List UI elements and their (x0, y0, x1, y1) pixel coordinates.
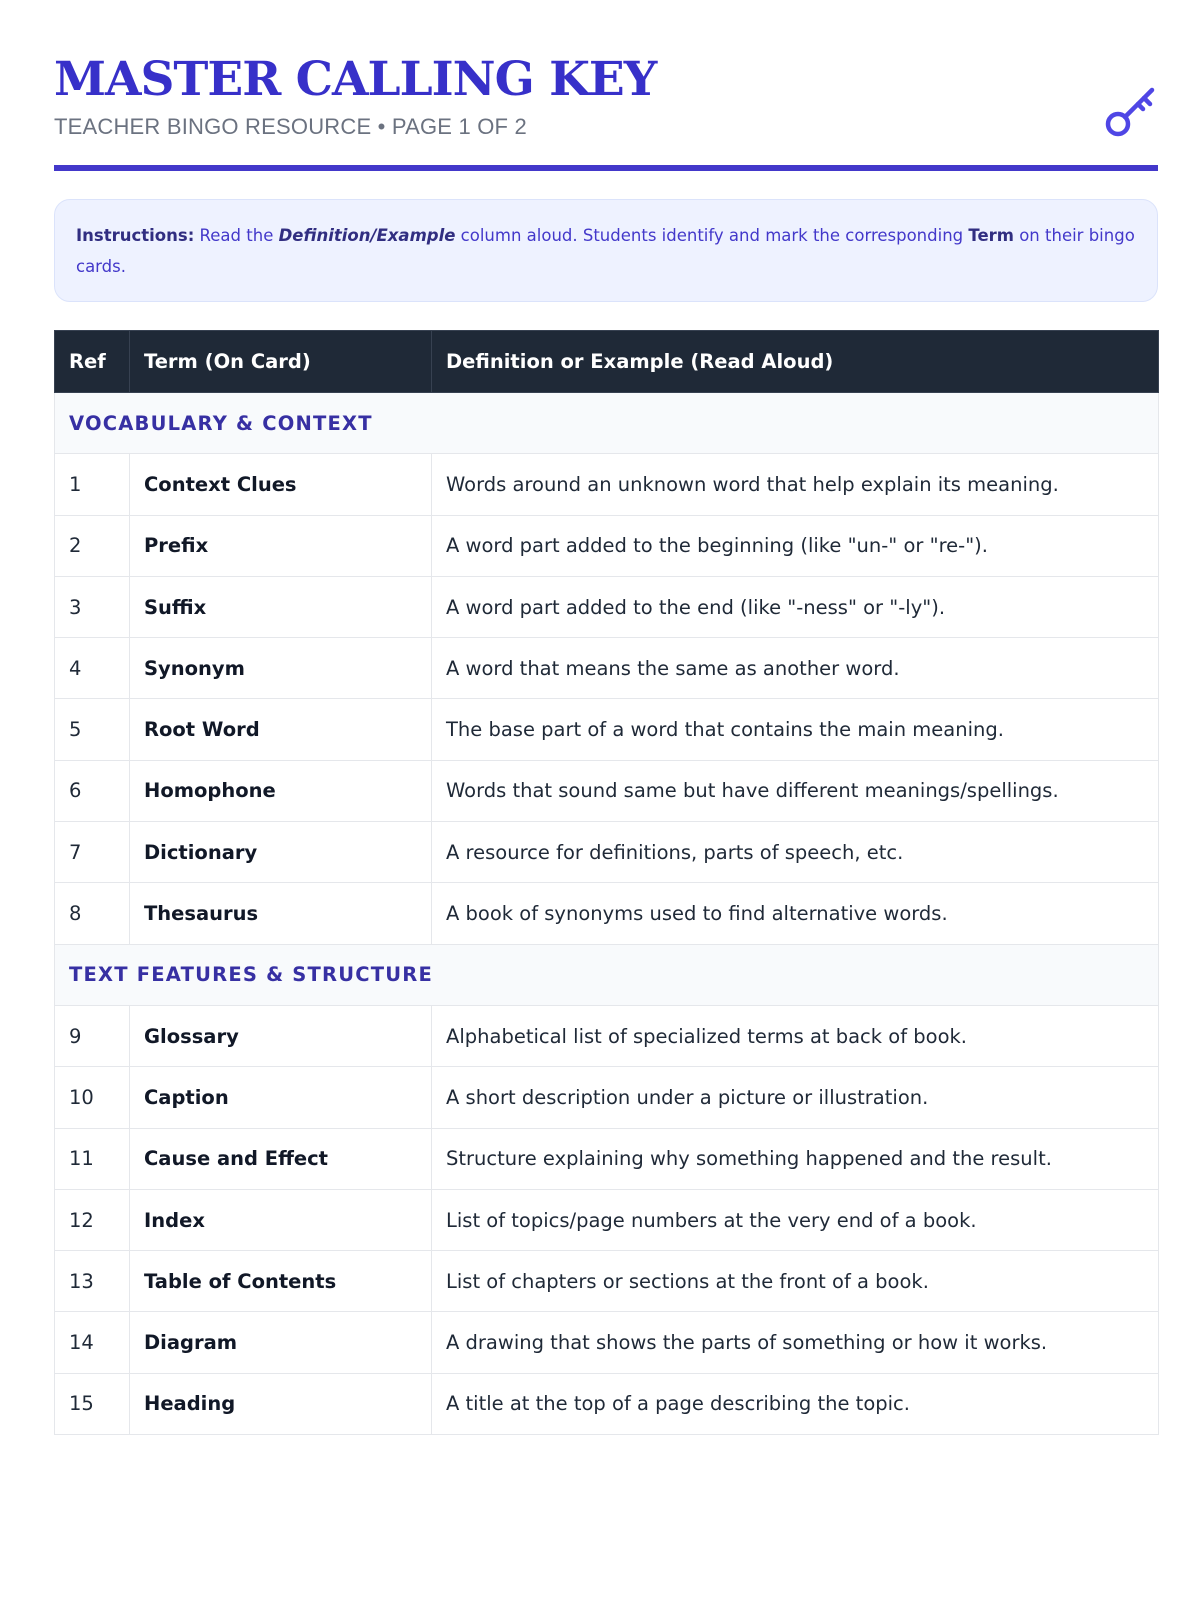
page-subtitle: TEACHER BINGO RESOURCE • PAGE 1 OF 2 (54, 114, 527, 139)
row-definition: Alphabetical list of specialized terms at back of book. (432, 1005, 1159, 1066)
instructions-text-3: on their bingo cards. (76, 226, 1135, 276)
table-row (55, 576, 1159, 637)
row-term: Context Clues (130, 454, 432, 515)
row-ref: 6 (55, 760, 130, 821)
row-ref: 14 (55, 1312, 130, 1373)
section-title: TEXT FEATURES & STRUCTURE (55, 944, 1159, 1005)
row-term: Root Word (130, 699, 432, 760)
row-ref: 4 (55, 638, 130, 699)
table-row (55, 1373, 1159, 1434)
table-header-row (55, 331, 1159, 393)
table-row (55, 822, 1159, 883)
row-definition: List of topics/page numbers at the very end of a book. (432, 1189, 1159, 1250)
column-header-definition: Definition or Example (Read Aloud) (432, 331, 1159, 393)
row-ref: 3 (55, 576, 130, 637)
row-term: Dictionary (130, 822, 432, 883)
instructions-emphasis: Definition/Example (278, 226, 456, 245)
row-ref: 2 (55, 515, 130, 576)
row-term: Heading (130, 1373, 432, 1434)
row-term: Caption (130, 1067, 432, 1128)
row-ref: 7 (55, 822, 130, 883)
row-definition: A title at the top of a page describing the topic. (432, 1373, 1159, 1434)
table-row (55, 1128, 1159, 1189)
table-row (55, 638, 1159, 699)
row-definition: A short description under a picture or illustration. (432, 1067, 1159, 1128)
row-definition: A word part added to the beginning (like "un-" or "re-"). (432, 515, 1159, 576)
section-header-row (55, 944, 1159, 1005)
table-row (55, 515, 1159, 576)
row-definition: A word that means the same as another word. (432, 638, 1159, 699)
page (54, 0, 1158, 1416)
table-row (55, 1005, 1159, 1066)
row-term: Index (130, 1189, 432, 1250)
instructions-term: Term (968, 226, 1014, 245)
row-definition: A word part added to the end (like "-ness" or "-ly"). (432, 576, 1159, 637)
row-ref: 10 (55, 1067, 130, 1128)
page-title: MASTER CALLING KEY (54, 52, 657, 107)
table-row (55, 760, 1159, 821)
row-ref: 15 (55, 1373, 130, 1434)
row-definition: Words that sound same but have different meanings/spellings. (432, 760, 1159, 821)
instructions-text-2: column aloud. Students identify and mark the corresponding (455, 226, 969, 245)
row-term: Prefix (130, 515, 432, 576)
row-definition: A drawing that shows the parts of something or how it works. (432, 1312, 1159, 1373)
table-row (55, 699, 1159, 760)
table-row (55, 1067, 1159, 1128)
table-row (55, 1189, 1159, 1250)
row-term: Suffix (130, 576, 432, 637)
instructions-label: Instructions: (76, 226, 195, 245)
row-ref: 9 (55, 1005, 130, 1066)
table-row (55, 454, 1159, 515)
key-icon (1104, 84, 1158, 138)
section-title: VOCABULARY & CONTEXT (55, 393, 1159, 454)
row-ref: 8 (55, 883, 130, 944)
row-term: Homophone (130, 760, 432, 821)
table-row (55, 883, 1159, 944)
row-ref: 5 (55, 699, 130, 760)
page-header (54, 0, 1158, 171)
row-term: Synonym (130, 638, 432, 699)
row-definition: Words around an unknown word that help explain its meaning. (432, 454, 1159, 515)
table-row (55, 1312, 1159, 1373)
row-term: Table of Contents (130, 1251, 432, 1312)
row-ref: 11 (55, 1128, 130, 1189)
instructions-text-1: Read the (194, 226, 279, 245)
row-definition: A resource for definitions, parts of speech, etc. (432, 822, 1159, 883)
row-definition: The base part of a word that contains the main meaning. (432, 699, 1159, 760)
row-term: Diagram (130, 1312, 432, 1373)
table-row (55, 1251, 1159, 1312)
column-header-term: Term (On Card) (130, 331, 432, 393)
row-definition: List of chapters or sections at the front of a book. (432, 1251, 1159, 1312)
row-term: Thesaurus (130, 883, 432, 944)
section-header-row (55, 393, 1159, 454)
row-ref: 12 (55, 1189, 130, 1250)
row-term: Glossary (130, 1005, 432, 1066)
row-definition: Structure explaining why something happened and the result. (432, 1128, 1159, 1189)
row-term: Cause and Effect (130, 1128, 432, 1189)
row-ref: 13 (55, 1251, 130, 1312)
row-definition: A book of synonyms used to find alternative words. (432, 883, 1159, 944)
instructions-box (54, 199, 1158, 302)
column-header-ref: Ref (55, 331, 130, 393)
calling-key-table (54, 330, 1159, 1435)
row-ref: 1 (55, 454, 130, 515)
